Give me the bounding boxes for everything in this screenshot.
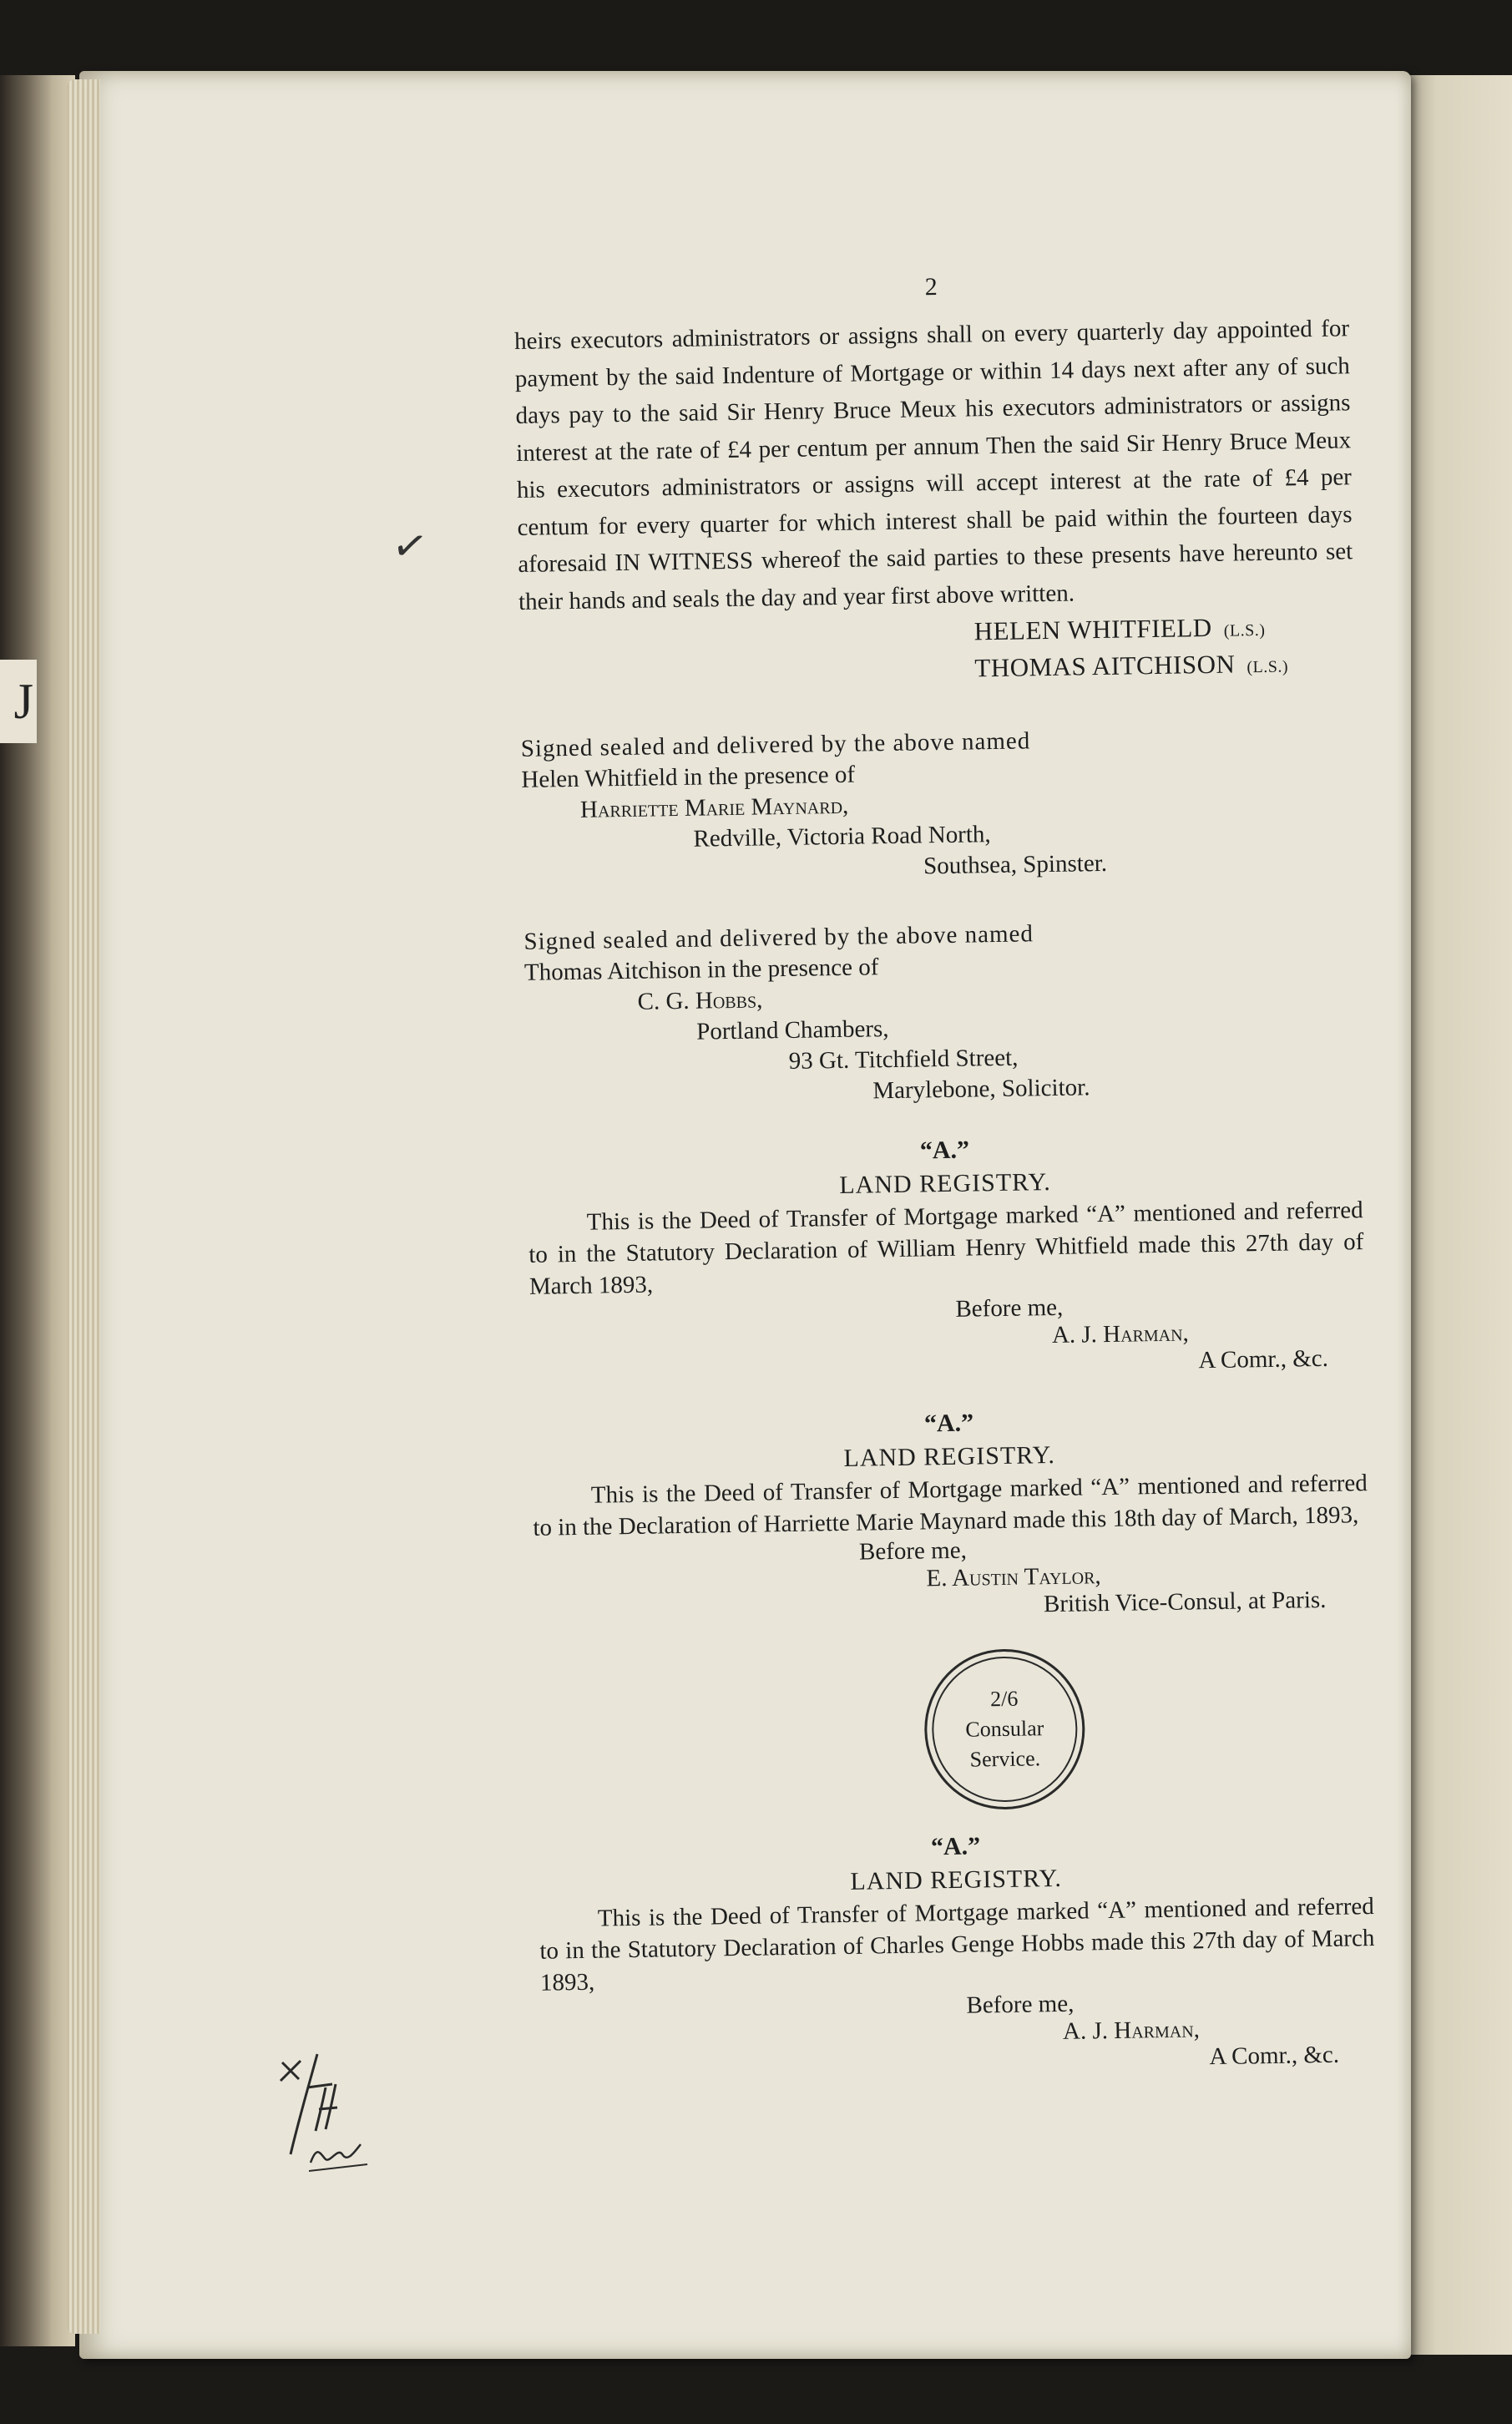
witness-name: C. G. Hobbs, — [637, 986, 763, 1015]
certificate-heading: LAND REGISTRY. — [843, 1440, 1056, 1472]
before-me: Before me, — [955, 1293, 1064, 1323]
body-paragraph: heirs executors administrators or assigns shall on every quarterly day appointed for payment by the said Indenture of Mortgage or within 14 days next after any of such days pay to the said Sir Henry Bruce Meux his executors administrators or assigns interest at the rate of £4 per centum per annum Then the said Sir Henry Bruce Meux his executors administrators or assigns will accept interest at the rate of £4 per centum for every quarter for which interest shall be paid within the fourteen days aforesaid IN WITNESS whereof the said parties to these presents have hereunto set their hands and seals the day and year first above written. — [513, 315, 1353, 615]
certificate-heading: LAND REGISTRY. — [850, 1864, 1063, 1895]
book-edge — [0, 75, 75, 2346]
signatory-1 — [973, 609, 1379, 652]
tick-mark-icon: ✓ — [388, 519, 432, 574]
certificate-text: This is the Deed of Transfer of Mortgage marked “A” mentioned and referred to in the Statutory Declaration of William Henry Whitfield made this 27th day of March 1893, — [528, 1197, 1364, 1300]
consular-stamp — [923, 1647, 1086, 1810]
certificate-1 — [527, 1127, 1390, 1385]
document-text — [513, 266, 1402, 2082]
page-number: 2 — [924, 273, 938, 301]
certificate-signer: A. J. Harman, — [1051, 1319, 1190, 1349]
signer-title: A Comr., &c. — [1209, 2041, 1340, 2071]
exhibit-mark: “A.” — [930, 1832, 981, 1861]
signatories — [518, 609, 1379, 696]
witness-address: Marylebone, Solicitor. — [872, 1074, 1090, 1105]
signatory-name: THOMAS AITCHISON — [974, 649, 1236, 683]
certificate-signer: A. J. Harman, — [1062, 2016, 1201, 2045]
certificate-text: This is the Deed of Transfer of Mortgage marked “A” mentioned and referred to in the Declaration of Harriette Marie Maynard made this 18th day of March, 1893, — [533, 1470, 1368, 1541]
signer-title: A Comr., &c. — [1198, 1344, 1329, 1374]
stamp-fee: 2/6 — [989, 1686, 1019, 1712]
witness-address: Redville, Victoria Road North, — [693, 821, 991, 853]
certificate-signer: E. Austin Taylor, — [926, 1562, 1101, 1592]
certificate-3 — [538, 1824, 1401, 2082]
stamp-text: Service. — [969, 1746, 1041, 1772]
seal-mark: (L.S.) — [1247, 657, 1289, 677]
signatory-name: HELEN WHITFIELD — [973, 612, 1212, 646]
stamp-text: Consular — [965, 1716, 1044, 1742]
witness-line: Signed sealed and delivered by the above named — [520, 727, 1031, 762]
witness-clause-1 — [521, 721, 1383, 888]
signatory-2 — [974, 645, 1380, 689]
before-me: Before me, — [858, 1536, 968, 1566]
signer-title: British Vice-Consul, at Paris. — [1043, 1586, 1327, 1618]
exhibit-mark: “A.” — [919, 1136, 970, 1165]
seal-mark: (L.S.) — [1223, 620, 1266, 640]
certificate-2 — [531, 1400, 1394, 1627]
handwritten-initials-icon — [267, 2037, 392, 2179]
witness-name: Harriette Marie Maynard, — [579, 792, 849, 823]
witness-line: Signed sealed and delivered by the above named — [523, 920, 1034, 955]
witness-address: Portland Chambers, — [695, 1015, 889, 1045]
witness-address: Southsea, Spinster. — [923, 849, 1108, 880]
certificate-text: This is the Deed of Transfer of Mortgage marked “A” mentioned and referred to in the Statutory Declaration of Charles Genge Hobbs made this 27th day of March 1893, — [539, 1893, 1375, 1996]
witness-address: 93 Gt. Titchfield Street, — [788, 1044, 1019, 1075]
witness-line: Thomas Aitchison in the presence of — [523, 954, 879, 986]
certificate-heading: LAND REGISTRY. — [839, 1168, 1052, 1200]
edge-tab: J — [0, 660, 37, 743]
before-me: Before me, — [966, 1990, 1075, 2019]
witness-clause-2 — [523, 913, 1386, 1112]
witness-line: Helen Whitfield in the presence of — [521, 761, 856, 793]
page-stack-edge — [67, 79, 100, 2334]
next-page-edge — [1403, 75, 1512, 2355]
exhibit-mark: “A.” — [923, 1409, 974, 1438]
